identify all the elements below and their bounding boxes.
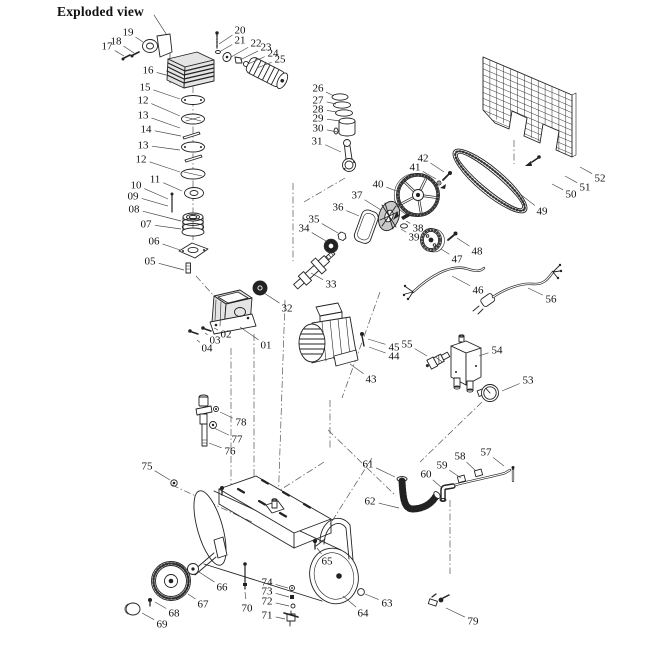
part-label-45: 45 (388, 341, 400, 354)
leader-line (155, 602, 166, 608)
part-label-15: 15 (139, 81, 151, 94)
bearing (324, 239, 338, 253)
leader-line (449, 470, 461, 478)
leader-line (163, 244, 180, 250)
leader-line (441, 249, 449, 254)
part-label-70: 70 (241, 602, 253, 615)
part-label-02: 02 (220, 328, 232, 341)
piston-ring (334, 102, 351, 108)
leader-line (135, 37, 143, 42)
leader-line (528, 288, 543, 295)
leader-line (219, 35, 233, 44)
figure-title: Exploded view (57, 4, 144, 19)
leader-line (446, 608, 465, 617)
part-label-17: 17 (101, 40, 113, 53)
leader-line (144, 189, 168, 199)
part-label-44: 44 (388, 350, 400, 363)
part-label-35: 35 (308, 213, 320, 226)
pressure-gauge (477, 385, 498, 402)
leader-line (376, 468, 395, 477)
leader-line (221, 45, 232, 51)
leader-line (365, 200, 381, 210)
part-label-12: 12 (137, 94, 149, 107)
power-cord (473, 264, 562, 314)
reed-valve-2 (185, 155, 202, 162)
small-nut (171, 480, 177, 486)
leader-line (157, 72, 166, 75)
leader-line (276, 617, 285, 619)
leader-line (457, 238, 469, 246)
leader-line (346, 211, 359, 216)
leader-line (142, 613, 154, 620)
leader-line (159, 263, 184, 270)
part-label-01: 01 (260, 339, 272, 352)
leader-line (401, 229, 406, 232)
part-label-23: 23 (260, 41, 272, 54)
leader-line (123, 46, 134, 53)
part-label-67: 67 (197, 598, 209, 611)
part-label-46: 46 (472, 284, 484, 297)
leader-line (368, 339, 385, 344)
leader-line (115, 51, 124, 56)
leader-line (264, 293, 279, 303)
v-belt (446, 141, 535, 221)
part-label-03: 03 (209, 334, 221, 347)
pulley-screw (448, 232, 458, 241)
leader-line (406, 221, 410, 223)
part-label-30: 30 (312, 122, 324, 135)
flex-hose (402, 481, 436, 509)
flywheel-bolt (437, 171, 452, 189)
outlet-valve (428, 594, 449, 606)
part-label-32: 32 (281, 302, 293, 315)
part-label-79: 79 (467, 615, 479, 628)
drain-cock (284, 611, 298, 626)
part-label-28: 28 (312, 103, 324, 116)
wheel-washer (188, 564, 199, 575)
crankcase (210, 290, 256, 334)
part-label-53: 53 (522, 374, 534, 387)
piston-assembly (332, 94, 356, 172)
head-parts-stack (122, 15, 215, 273)
part-label-09: 09 (127, 190, 139, 203)
part-label-36: 36 (332, 201, 344, 214)
part-label-49: 49 (536, 205, 548, 218)
intake-nut (235, 57, 242, 63)
part-label-63: 63 (381, 597, 393, 610)
tank-plug (336, 573, 342, 579)
leader-line (151, 104, 180, 116)
part-label-54: 54 (491, 344, 503, 357)
key-washer (401, 224, 408, 228)
leader-line (150, 162, 180, 172)
guard-screw (525, 155, 541, 166)
leader-line (467, 462, 476, 471)
leader-line (452, 276, 470, 286)
leader-line (493, 458, 504, 466)
leader-line (580, 167, 592, 174)
leader-line (276, 593, 289, 597)
flywheel-assembly (394, 171, 452, 217)
part-label-74: 74 (261, 576, 273, 589)
part-label-16: 16 (142, 64, 154, 77)
part-label-75: 75 (141, 460, 153, 473)
leader-line (155, 131, 181, 136)
stud-bolt (186, 263, 191, 273)
part-label-55: 55 (401, 338, 413, 351)
leader-line (197, 340, 200, 342)
part-label-66: 66 (216, 581, 228, 594)
leader-line (209, 443, 222, 448)
part-label-62: 62 (364, 495, 376, 508)
long-pin (243, 562, 247, 589)
leader-line (205, 333, 208, 335)
leader-line (502, 384, 520, 391)
part-label-21: 21 (234, 34, 246, 47)
leader-line (327, 119, 340, 121)
crank-nut (338, 232, 346, 241)
part-label-08: 08 (128, 203, 140, 216)
intake-fitting (221, 51, 232, 63)
leader-line (415, 349, 427, 356)
part-label-48: 48 (471, 245, 483, 258)
part-label-76: 76 (224, 445, 236, 458)
wheel (152, 562, 191, 601)
part-label-57: 57 (480, 446, 492, 459)
part-label-61: 61 (362, 458, 374, 471)
motor-pulley-assembly (421, 229, 458, 253)
leader-line (312, 233, 326, 241)
wrist-pin (334, 128, 338, 134)
axle-bolt (148, 598, 152, 606)
leader-line (214, 428, 229, 435)
leader-line (276, 603, 289, 606)
leader-line (322, 224, 338, 233)
leader-line (188, 594, 196, 599)
part-label-69: 69 (156, 618, 168, 631)
flywheel (394, 174, 439, 217)
oil-ring (336, 110, 353, 116)
elbow-fitting (440, 486, 453, 502)
part-label-22: 22 (250, 37, 262, 50)
part-label-77: 77 (231, 433, 243, 446)
part-label-52: 52 (594, 172, 606, 185)
part-label-06: 06 (148, 235, 160, 248)
check-valve (424, 350, 451, 371)
leader-line (326, 92, 334, 96)
part-label-29: 29 (312, 112, 324, 125)
leader-line (240, 327, 259, 340)
part-label-42: 42 (417, 152, 429, 165)
part-label-20: 20 (234, 24, 246, 37)
part-label-58: 58 (454, 450, 466, 463)
part-label-10: 10 (130, 179, 142, 192)
leader-line (565, 176, 577, 183)
crankcase-bolts (188, 326, 211, 334)
part-label-24: 24 (267, 47, 279, 60)
part-label-37: 37 (351, 189, 363, 202)
mounting-platform (219, 476, 331, 549)
part-label-64: 64 (357, 607, 369, 620)
leader-line (327, 110, 337, 112)
grid-line (483, 151, 572, 189)
part-label-59: 59 (436, 459, 448, 472)
leader-line (199, 572, 214, 582)
part-label-31: 31 (311, 135, 323, 148)
leader-line (152, 146, 180, 150)
part-label-26: 26 (312, 82, 324, 95)
part-label-68: 68 (168, 607, 180, 620)
oil-seal (253, 281, 267, 295)
leader-line (231, 47, 248, 57)
leader-line (433, 480, 441, 487)
part-label-71: 71 (261, 609, 273, 622)
part-label-72: 72 (261, 595, 273, 608)
part-label-34: 34 (298, 222, 310, 235)
part-label-05: 05 (144, 255, 156, 268)
cylinder-head (167, 52, 214, 88)
part-label-13: 13 (137, 139, 149, 152)
leader-line (142, 198, 168, 206)
leader-line (325, 145, 341, 152)
part-label-50: 50 (565, 188, 577, 201)
leader-line (151, 118, 180, 128)
motor (298, 303, 364, 366)
head-stud (171, 193, 174, 213)
motor-bolt (360, 332, 364, 346)
part-label-18: 18 (110, 35, 122, 48)
leader-line (350, 364, 364, 374)
part-label-25: 25 (274, 53, 286, 66)
part-label-56: 56 (545, 293, 557, 306)
pressure-switch (451, 335, 481, 392)
part-label-19: 19 (122, 26, 134, 39)
leader-line (245, 592, 246, 599)
part-label-12: 12 (135, 153, 147, 166)
crankcase-assembly (188, 281, 267, 334)
part-label-51: 51 (579, 181, 591, 194)
connecting-rod (343, 140, 356, 172)
part-label-04: 04 (201, 342, 213, 355)
part-label-43: 43 (365, 373, 377, 386)
discharge-pipe-assembly (397, 466, 515, 509)
leader-line (365, 594, 379, 600)
part-label-73: 73 (261, 585, 273, 598)
part-label-27: 27 (312, 94, 324, 107)
leader-line (552, 184, 563, 190)
part-label-60: 60 (420, 468, 432, 481)
part-label-14: 14 (140, 123, 152, 136)
part-label-65: 65 (321, 555, 333, 568)
leader-line (369, 347, 386, 353)
leader-line (379, 503, 399, 508)
mounting-bracket (143, 34, 173, 57)
head-screw (215, 31, 220, 53)
part-label-39: 39 (408, 231, 420, 244)
part-label-40: 40 (372, 178, 384, 191)
reed-valve (183, 132, 200, 139)
cylinder-gasket (179, 243, 208, 258)
part-label-07: 07 (140, 218, 152, 231)
tank-ring (358, 589, 365, 596)
leader-line (155, 471, 170, 480)
part-label-11: 11 (149, 173, 161, 186)
safety-valve-assembly (171, 395, 219, 486)
hub-cap (125, 603, 140, 615)
platform-bolt (313, 539, 317, 549)
leader-line (155, 225, 181, 229)
piston-ring (332, 94, 348, 100)
leader-line (154, 90, 180, 99)
part-label-33: 33 (325, 278, 337, 291)
crankcase-gasket (353, 208, 380, 245)
part-label-78: 78 (235, 416, 247, 429)
part-label-41: 41 (409, 161, 421, 174)
part-label-13: 13 (137, 109, 149, 122)
leader-line (163, 183, 182, 191)
part-label-38: 38 (412, 222, 424, 235)
leader-line (430, 163, 444, 172)
bracket-screws (122, 52, 140, 61)
part-label-47: 47 (451, 253, 463, 266)
